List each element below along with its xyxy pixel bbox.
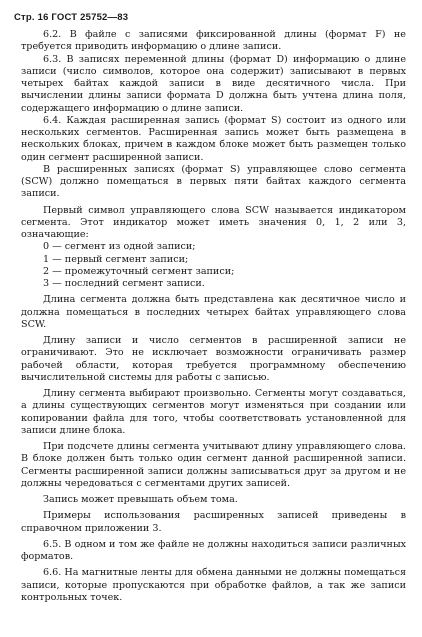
- paragraph-record-length: Длину записи и число сегментов в расширенной записи не ограничивают. Это не исключает возможности ограничивать размер рабочей области, которая требуется программному обеспечению вычислительной системы для работы с записью.: [21, 335, 406, 383]
- segment-indicator-list: [21, 241, 406, 290]
- paragraph-segment-indicator: Первый символ управляющего слова SCW называется индикатором сегмента. Этот индикатор может иметь значения 0, 1, 2 или 3, означающие:: [21, 204, 406, 240]
- paragraph-6-6: 6.6. На магнитные ленты для обмена данными не должны помещаться записи, которые пропускаются при обработке файлов, а так же записи контрольных точек.: [21, 567, 406, 603]
- paragraph-segment-length: Длина сегмента должна быть представлена как десятичное число и должна помещаться в последних четырех байтах управляющего слова SCW.: [21, 294, 406, 330]
- paragraph-6-2: 6.2. В файле с записями фиксированной длины (формат F) не требуется приводить информацию о длине записи.: [21, 29, 406, 53]
- paragraph-scw: В расширенных записях (формат S) управляющее слово сегмента (SCW) должно помещаться в первых пяти байтах каждого сегмента записи.: [21, 163, 406, 200]
- page-header: [14, 12, 128, 23]
- paragraph-segment-counting: При подсчете длины сегмента учитывают длину управляющего слова. В блоке должен быть только один сегмент данной расширенной записи. Сегменты расширенной записи должны записываться друг за другом и не должны чередоваться с сегментами других записей.: [21, 441, 406, 489]
- list-item: 3 — последний сегмент записи.: [43, 278, 205, 289]
- paragraph-6-4: 6.4. Каждая расширенная запись (формат S) состоит из одного или нескольких сегментов. Расширенная запись может быть размещена в нескольких блоках, причем в каждом блоке может быть размещен только один сегмент расширенной записи.: [21, 114, 406, 163]
- page-number: Стр. 16: [14, 12, 49, 23]
- paragraph-6-3: 6.3. В записях переменной длины (формат D) информацию о длине записи (число символов, которое она содержит) записывают в первых четырех байтах каждой записи в виде десятичного числа. При вычислении длины записи формата D должна быть учтена длина поля, содержащего информацию о длине записи.: [21, 53, 406, 114]
- document-body: [21, 29, 406, 604]
- paragraph-6-5: 6.5. В одном и том же файле не должны находиться записи различных форматов.: [21, 538, 406, 562]
- paragraph-segment-choice: Длину сегмента выбирают произвольно. Сегменты могут создаваться, а длины существующих сегментов могут изменяться при создании или копировании файла для того, чтобы соответствовать установленной для записи длине блока.: [21, 388, 406, 436]
- list-item: 2 — промежуточный сегмент записи;: [43, 265, 235, 277]
- list-item: 0 — сегмент из одной записи;: [43, 241, 196, 253]
- paragraph-examples: Примеры использования расширенных записей приведены в справочном приложении 3.: [21, 510, 406, 534]
- list-item: 1 — первый сегмент записи;: [43, 253, 189, 265]
- paragraph-volume: Запись может превышать объем тома.: [43, 494, 238, 505]
- standard-code: ГОСТ 25752—83: [51, 12, 129, 23]
